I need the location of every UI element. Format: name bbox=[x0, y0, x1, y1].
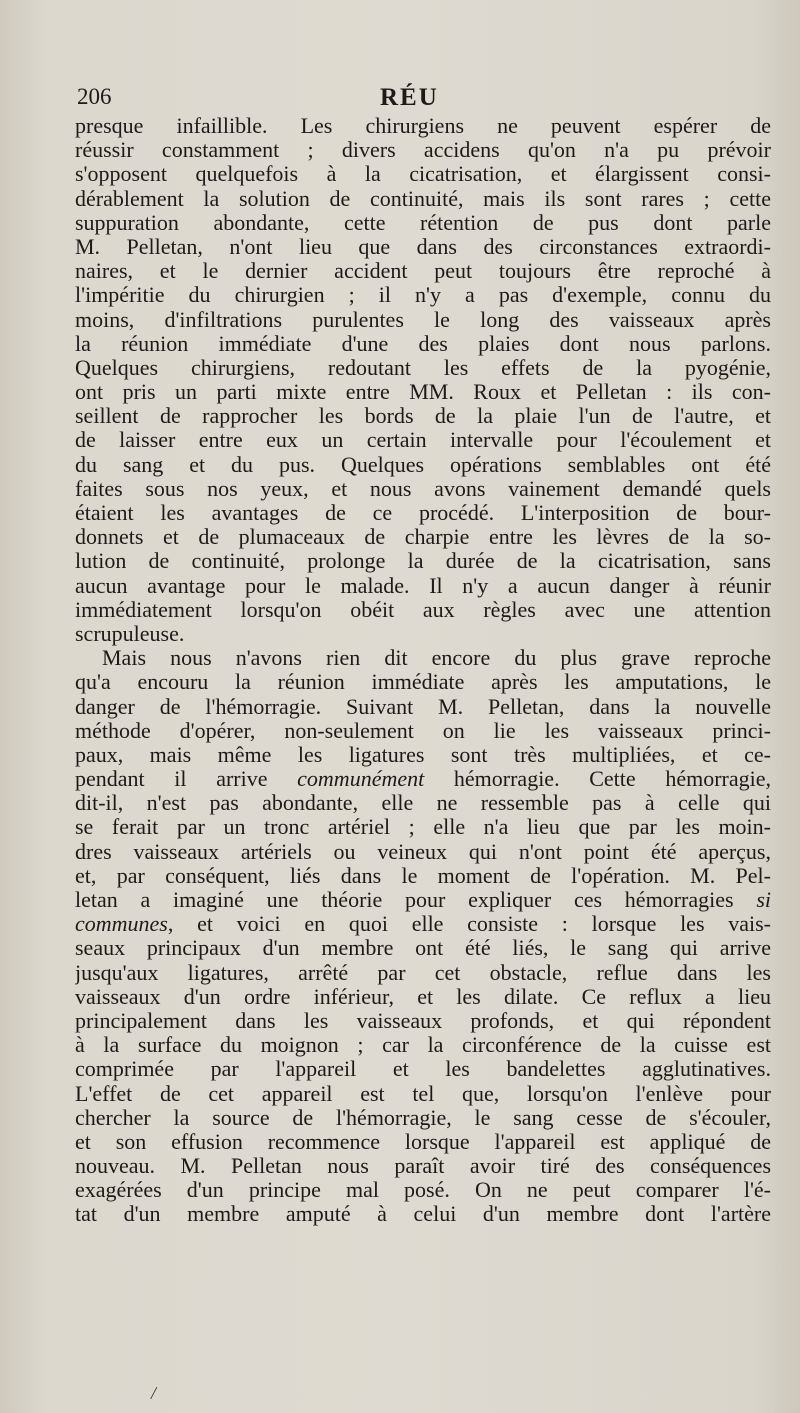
text-line: jusqu'aux ligatures, arrêté par cet obstacle, reflue dans les bbox=[75, 960, 771, 985]
footer-mark: / bbox=[151, 1383, 157, 1403]
text-line bbox=[75, 767, 771, 791]
text-line: donnets et de plumaceaux de charpie entre les lèvres de la so- bbox=[75, 525, 771, 550]
text-line: faites sous nos yeux, et nous avons vainement demandé quels bbox=[75, 476, 771, 501]
text-line: comprimée par l'appareil et les bandelettes agglutinatives. bbox=[75, 1057, 771, 1082]
text-line: dérablement la solution de continuité, mais ils sont rares ; cette bbox=[75, 186, 771, 211]
text-line: à la surface du moignon ; car la circonférence de la cuisse est bbox=[75, 1033, 771, 1058]
italic-text: communes bbox=[75, 912, 168, 937]
page-header bbox=[77, 84, 767, 114]
text-line: danger de l'hémorragie. Suivant M. Pelletan, dans la nouvelle bbox=[75, 694, 771, 719]
italic-text: si bbox=[756, 888, 771, 912]
text-line: dit-il, n'est pas abondante, elle ne ressemble pas à celle qui bbox=[75, 791, 771, 816]
text-line: et, par conséquent, liés dans le moment de l'opération. M. Pel- bbox=[75, 863, 771, 888]
text-line bbox=[75, 888, 771, 912]
text-line: qu'a encouru la réunion immédiate après les amputations, le bbox=[75, 670, 771, 695]
text-line: de laisser entre eux un certain intervalle pour l'écoulement et bbox=[75, 428, 771, 453]
text-line: se ferait par un tronc artériel ; elle n'a lieu que par les moin- bbox=[75, 815, 771, 840]
text-segment: , et voici en quoi elle consiste : lorsque les vais- bbox=[167, 912, 771, 937]
text-line: s'opposent quelquefois à la cicatrisation, et élargissent consi- bbox=[75, 162, 771, 187]
text-segment: letan a imaginé une théorie pour expliquer ces hémorragies bbox=[75, 888, 757, 912]
text-line: scrupuleuse. bbox=[75, 621, 185, 646]
text-line: du sang et du pus. Quelques opérations semblables ont été bbox=[75, 452, 771, 477]
text-line: et son effusion recommence lorsque l'appareil est appliqué de bbox=[75, 1129, 771, 1154]
text-line: la réunion immédiate d'une des plaies dont nous parlons. bbox=[75, 331, 771, 356]
text-line bbox=[75, 912, 771, 936]
text-line: seaux principaux d'un membre ont été liés, le sang qui arrive bbox=[75, 936, 771, 961]
text-line: vaisseaux d'un ordre inférieur, et les dilate. Ce reflux a lieu bbox=[75, 984, 771, 1009]
text-line: exagérées d'un principe mal posé. On ne peut comparer l'é- bbox=[75, 1178, 771, 1203]
text-line: paux, mais même les ligatures sont très multipliées, et ce- bbox=[75, 742, 771, 767]
text-segment: hémorragie. Cette hémorragie, bbox=[424, 767, 771, 792]
text-line: nouveau. M. Pelletan nous paraît avoir tiré des conséquences bbox=[75, 1154, 771, 1179]
text-line: moins, d'infiltrations purulentes le long des vaisseaux après bbox=[75, 307, 771, 332]
page-number: 206 bbox=[77, 84, 112, 109]
text-line: l'impéritie du chirurgien ; il n'y a pas d'exemple, connu du bbox=[75, 283, 771, 308]
text-line: principalement dans les vaisseaux profonds, et qui répondent bbox=[75, 1008, 771, 1033]
text-line: immédiatement lorsqu'on obéit aux règles avec une attention bbox=[75, 597, 771, 622]
body-text bbox=[75, 114, 771, 1227]
text-line: naires, et le dernier accident peut toujours être reproché à bbox=[75, 259, 771, 284]
text-line: presque infaillible. Les chirurgiens ne peuvent espérer de bbox=[75, 114, 771, 138]
text-line: suppuration abondante, cette rétention de pus dont parle bbox=[75, 210, 771, 235]
running-head: RÉU bbox=[380, 84, 439, 111]
text-line: chercher la source de l'hémorragie, le sang cesse de s'écouler, bbox=[75, 1105, 771, 1130]
text-line: Quelques chirurgiens, redoutant les effets de la pyogénie, bbox=[75, 355, 771, 380]
text-line: ont pris un parti mixte entre MM. Roux et Pelletan : ils con- bbox=[75, 380, 771, 405]
text-line: réussir constamment ; divers accidens qu'on n'a pu prévoir bbox=[75, 138, 771, 163]
text-line: M. Pelletan, n'ont lieu que dans des circonstances extraordi- bbox=[75, 234, 771, 259]
text-segment: pendant il arrive bbox=[75, 767, 298, 792]
text-line: étaient les avantages de ce procédé. L'interposition de bour- bbox=[75, 501, 771, 525]
text-line: méthode d'opérer, non-seulement on lie les vaisseaux princi- bbox=[75, 718, 771, 743]
text-line: seillent de rapprocher les bords de la plaie l'un de l'autre, et bbox=[75, 404, 771, 429]
text-line: dres vaisseaux artériels ou veineux qui n'ont point été aperçus, bbox=[75, 839, 771, 864]
italic-text: communément bbox=[297, 767, 425, 792]
text-line: aucun avantage pour le malade. Il n'y a aucun danger à réunir bbox=[75, 573, 771, 598]
paragraph-start-line: Mais nous n'avons rien dit encore du plus grave reproche bbox=[102, 646, 771, 671]
text-line: lution de continuité, prolonge la durée de la cicatrisation, sans bbox=[75, 549, 771, 574]
text-line: L'effet de cet appareil est tel que, lorsqu'on l'enlève pour bbox=[75, 1081, 771, 1106]
text-line: tat d'un membre amputé à celui d'un membre dont l'artère bbox=[75, 1202, 771, 1227]
